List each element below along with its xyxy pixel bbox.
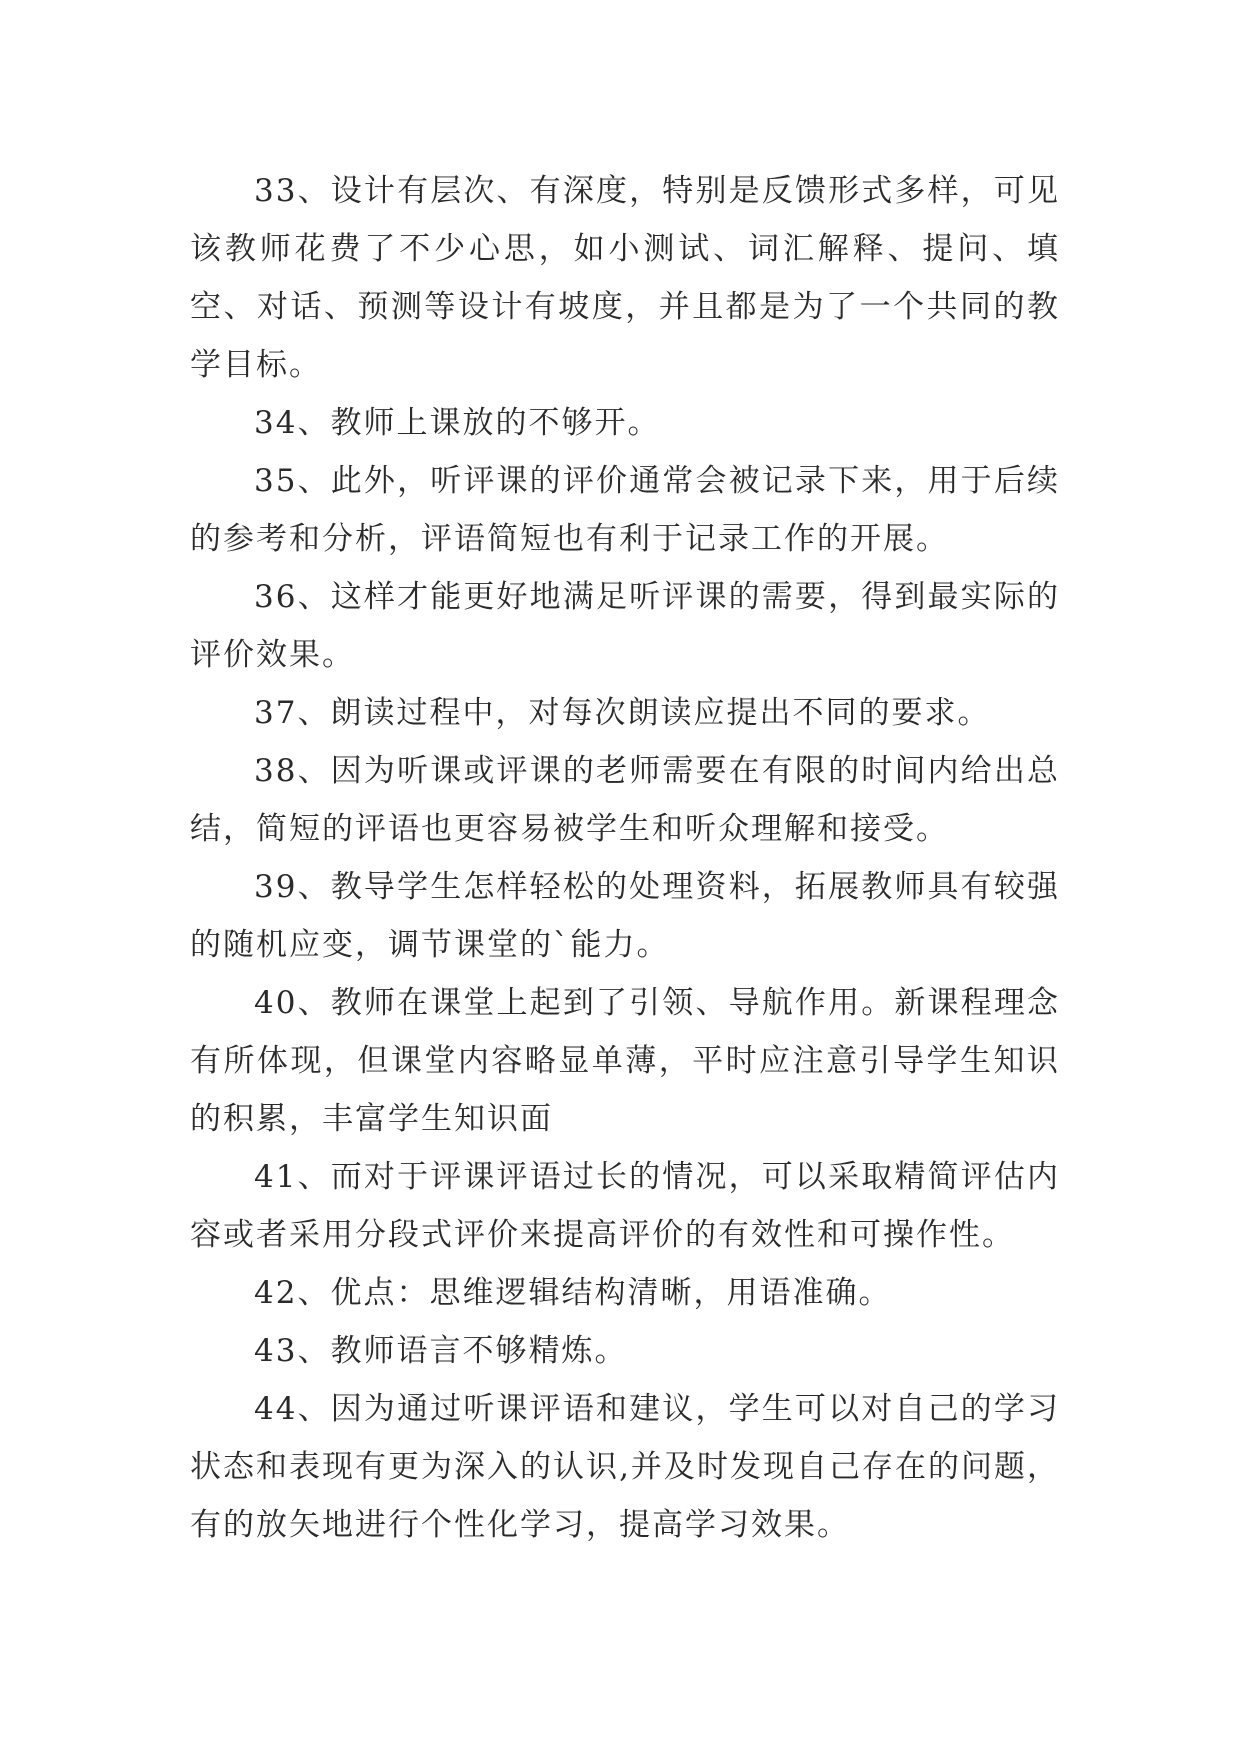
paragraph-39: 39、教导学生怎样轻松的处理资料，拓展教师具有较强的随机应变，调节课堂的`能力。 — [190, 869, 1060, 963]
paragraph-37: 37、朗读过程中，对每次朗读应提出不同的要求。 — [254, 695, 991, 731]
paragraph-42: 42、优点：思维逻辑结构清晰，用语准确。 — [254, 1275, 892, 1311]
document-body — [190, 162, 1060, 1554]
paragraph-35: 35、此外，听评课的评价通常会被记录下来，用于后续的参考和分析，评语简短也有利于记录工作的开展。 — [190, 463, 1060, 557]
paragraph-40: 40、教师在课堂上起到了引领、导航作用。新课程理念有所体现，但课堂内容略显单薄，平时应注意引导学生知识的积累，丰富学生知识面 — [190, 985, 1060, 1137]
paragraph-43: 43、教师语言不够精炼。 — [254, 1333, 628, 1369]
paragraph-38: 38、因为听课或评课的老师需要在有限的时间内给出总结，简短的评语也更容易被学生和听众理解和接受。 — [190, 753, 1060, 847]
paragraph-44: 44、因为通过听课评语和建议，学生可以对自己的学习状态和表现有更为深入的认识,并及时发现自己存在的问题，有的放矢地进行个性化学习，提高学习效果。 — [190, 1391, 1060, 1543]
paragraph-41: 41、而对于评课评语过长的情况，可以采取精简评估内容或者采用分段式评价来提高评价的有效性和可操作性。 — [190, 1159, 1060, 1253]
paragraph-34: 34、教师上课放的不够开。 — [254, 405, 661, 441]
paragraph-33: 33、设计有层次、有深度，特别是反馈形式多样，可见该教师花费了不少心思，如小测试、词汇解释、提问、填空、对话、预测等设计有坡度，并且都是为了一个共同的教学目标。 — [190, 173, 1060, 383]
paragraph-36: 36、这样才能更好地满足听评课的需要，得到最实际的评价效果。 — [190, 579, 1060, 673]
